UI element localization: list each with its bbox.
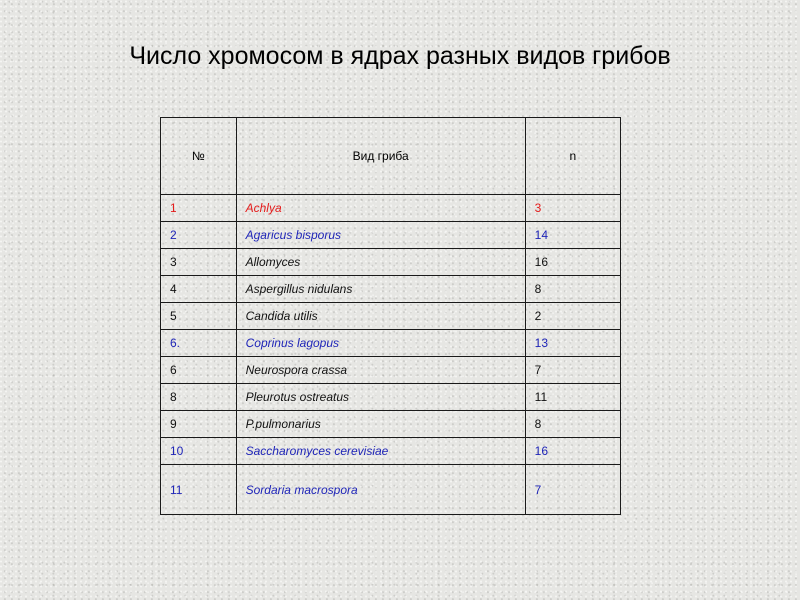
- table-row: [161, 384, 621, 411]
- table-row: [161, 411, 621, 438]
- table-row: [161, 357, 621, 384]
- table-row: [161, 249, 621, 276]
- row-species: Pleurotus ostreatus: [236, 384, 525, 411]
- row-species: P.pulmonarius: [236, 411, 525, 438]
- row-number: 11: [161, 465, 237, 515]
- row-chromosome-count: 7: [525, 357, 620, 384]
- row-species: Neurospora crassa: [236, 357, 525, 384]
- row-species: Candida utilis: [236, 303, 525, 330]
- header-species: Вид гриба: [236, 118, 525, 195]
- row-number: 9: [161, 411, 237, 438]
- row-number: 6: [161, 357, 237, 384]
- row-chromosome-count: 3: [525, 195, 620, 222]
- row-species: Sordaria macrospora: [236, 465, 525, 515]
- row-number: 5: [161, 303, 237, 330]
- row-species: Coprinus lagopus: [236, 330, 525, 357]
- row-number: 4: [161, 276, 237, 303]
- table-row: [161, 330, 621, 357]
- table-row: [161, 465, 621, 515]
- chromosome-table: [160, 117, 621, 515]
- row-chromosome-count: 14: [525, 222, 620, 249]
- row-number: 8: [161, 384, 237, 411]
- table-row: [161, 276, 621, 303]
- row-species: Aspergillus nidulans: [236, 276, 525, 303]
- row-chromosome-count: 16: [525, 249, 620, 276]
- row-species: Allomyces: [236, 249, 525, 276]
- row-chromosome-count: 7: [525, 465, 620, 515]
- table-row: [161, 222, 621, 249]
- header-chromosome-count: n: [525, 118, 620, 195]
- row-number: 2: [161, 222, 237, 249]
- table-row: [161, 438, 621, 465]
- row-chromosome-count: 8: [525, 411, 620, 438]
- row-chromosome-count: 16: [525, 438, 620, 465]
- row-number: 10: [161, 438, 237, 465]
- row-species: Saccharomyces cerevisiae: [236, 438, 525, 465]
- row-number: 3: [161, 249, 237, 276]
- row-species: Achlya: [236, 195, 525, 222]
- table-row: [161, 195, 621, 222]
- row-chromosome-count: 13: [525, 330, 620, 357]
- row-number: 6.: [161, 330, 237, 357]
- row-chromosome-count: 11: [525, 384, 620, 411]
- table-row: [161, 303, 621, 330]
- row-number: 1: [161, 195, 237, 222]
- table-header-row: [161, 118, 621, 195]
- row-species: Agaricus bisporus: [236, 222, 525, 249]
- header-number: №: [161, 118, 237, 195]
- row-chromosome-count: 2: [525, 303, 620, 330]
- page-title: Число хромосом в ядрах разных видов грибов: [129, 42, 671, 70]
- row-chromosome-count: 8: [525, 276, 620, 303]
